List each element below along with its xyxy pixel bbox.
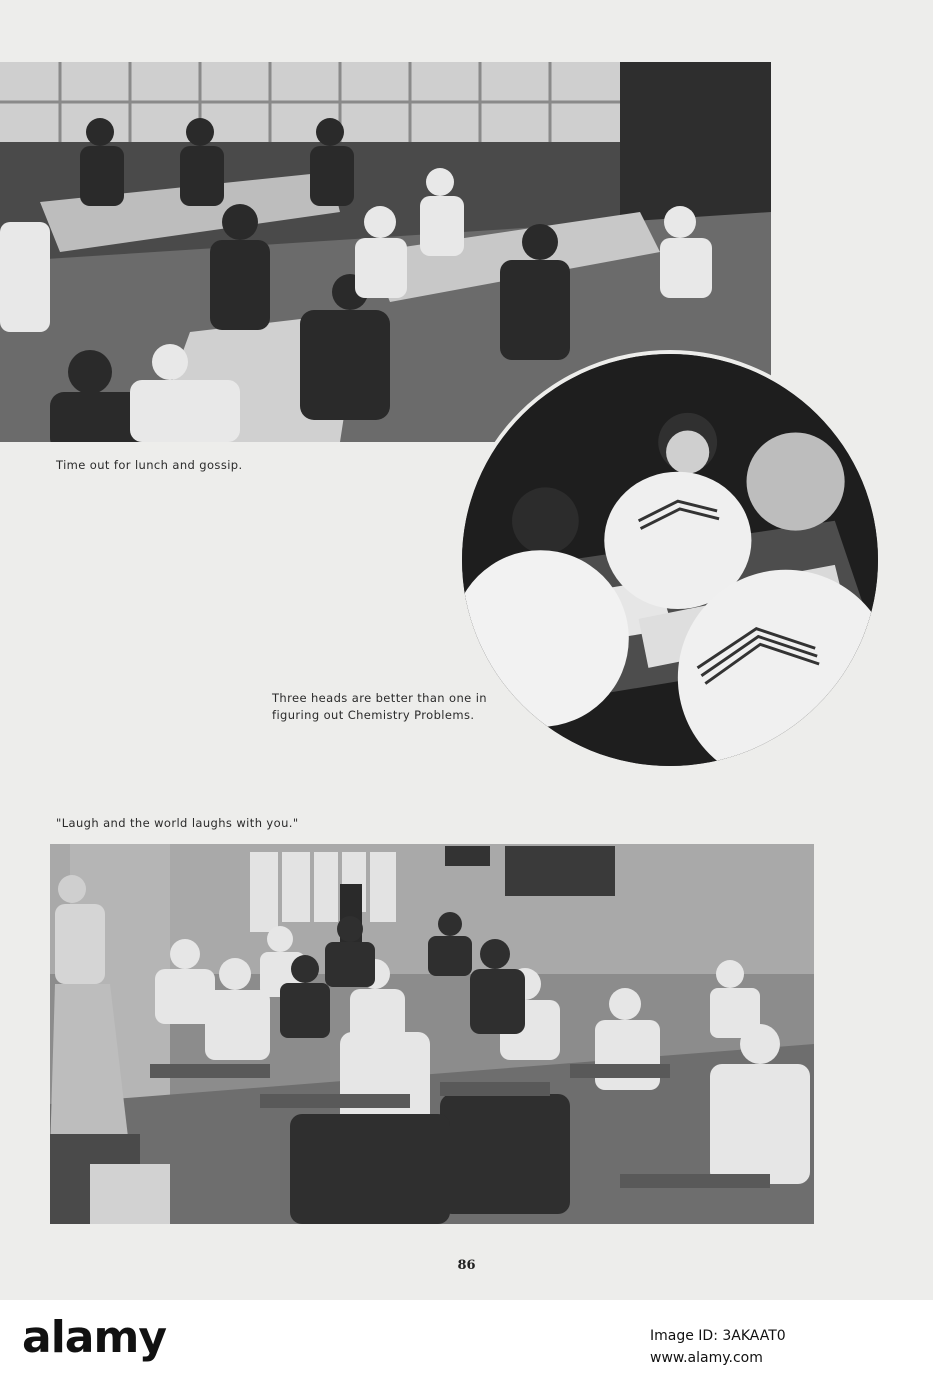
caption-lunch: Time out for lunch and gossip.: [56, 458, 243, 472]
image-id-label: Image ID: 3AKAAT0: [650, 1328, 786, 1344]
caption-chemistry-line2: figuring out Chemistry Problems.: [272, 708, 475, 722]
alamy-logo: alamy: [22, 1312, 166, 1363]
watermark-url: www.alamy.com: [650, 1350, 763, 1366]
chemistry-students-photo: [458, 350, 882, 770]
classroom-photo: [50, 844, 814, 1224]
caption-laugh: "Laugh and the world laughs with you.": [56, 816, 299, 830]
caption-chemistry-line1: Three heads are better than one in: [272, 691, 487, 705]
caption-chemistry: [272, 690, 492, 724]
page-number: 86: [457, 1258, 476, 1273]
